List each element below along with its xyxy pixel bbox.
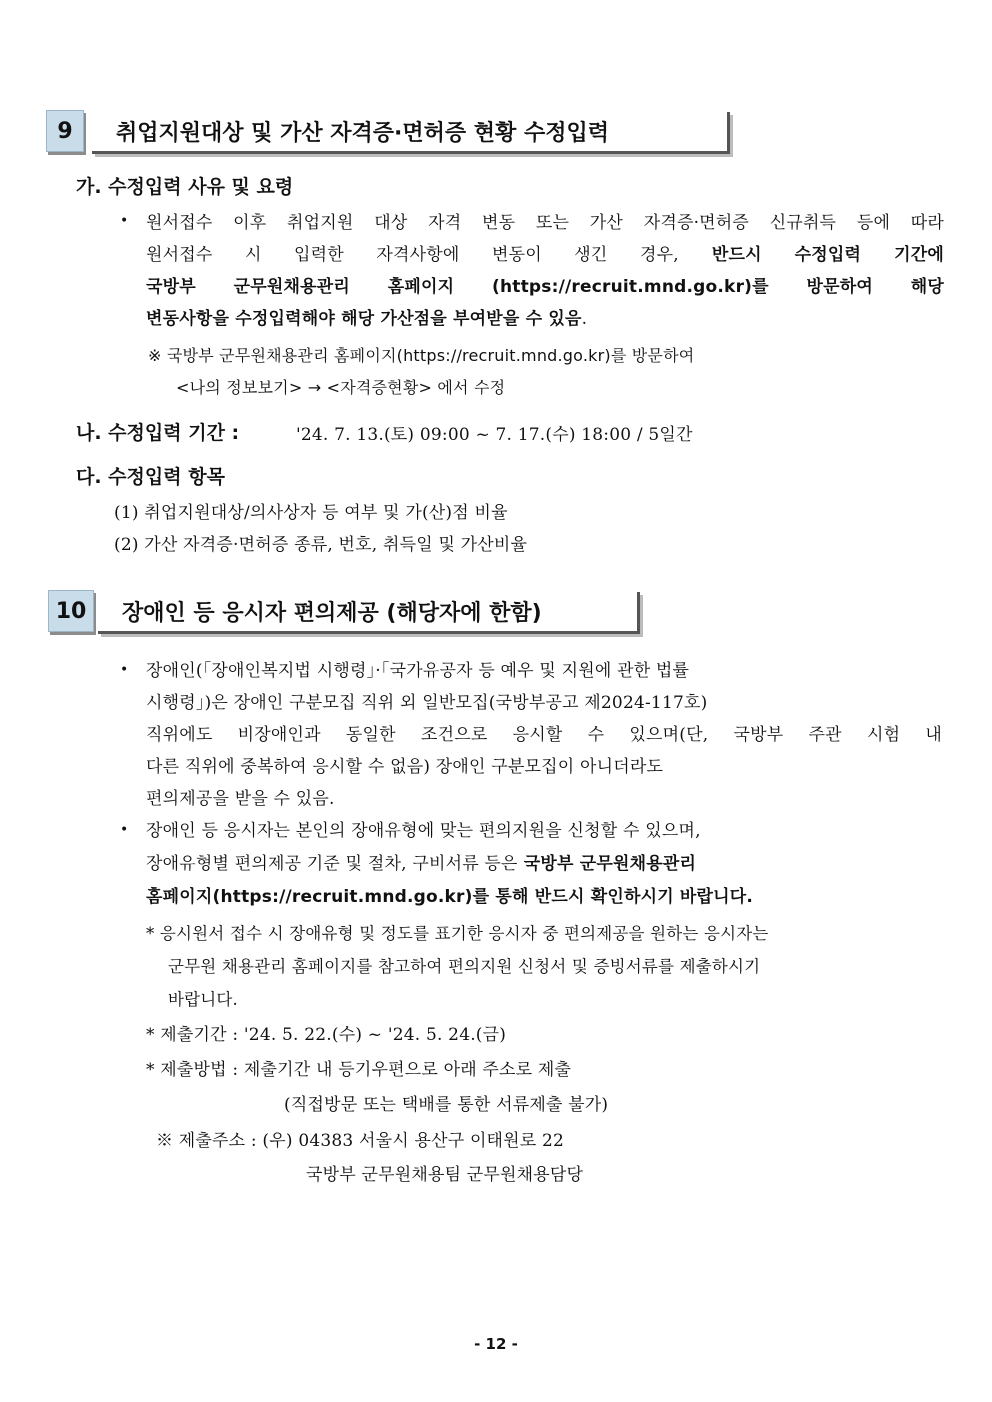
- paragraph-line: 시행령」)은 장애인 구분모집 직위 외 일반모집(국방부공고 제2024-117호): [146, 693, 708, 713]
- paragraph-line: 다른 직위에 중복하여 응시할 수 없음) 장애인 구분모집이 아니더라도: [146, 757, 664, 777]
- section-number-10: 10: [48, 590, 94, 632]
- note-line: 바랍니다.: [168, 990, 239, 1009]
- section-title-10: 장애인 등 응시자 편의제공 (해당자에 한함): [98, 592, 640, 634]
- paragraph-line: 편의제공을 받을 수 있음.: [146, 789, 335, 809]
- submission-address: ※ 제출주소 : (우) 04383 서울시 용산구 이태원로 22: [156, 1131, 565, 1151]
- section-title-9: 취업지원대상 및 가산 자격증·면허증 현황 수정입력: [92, 112, 730, 154]
- note-line: * 응시원서 접수 시 장애유형 및 정도를 표기한 응시자 중 편의제공을 원하는 응시자는: [146, 924, 769, 943]
- subheading-b: 나. 수정입력 기간 :: [76, 422, 240, 444]
- text-span: .: [581, 309, 588, 329]
- bullet: •: [120, 662, 129, 678]
- paragraph-line: 장애인(「장애인복지법 시행령」·「국가유공자 등 예우 및 지원에 관한 법률: [146, 661, 690, 681]
- bullet: •: [120, 213, 129, 229]
- paragraph-line: 장애인 등 응시자는 본인의 장애유형에 맞는 편의지원을 신청할 수 있으며,: [146, 821, 701, 841]
- section-number-9: 9: [46, 110, 84, 152]
- submission-method-note: (직접방문 또는 택배를 통한 서류제출 불가): [284, 1095, 609, 1115]
- paragraph-line-bold: 국방부 군무원채용관리 홈페이지 (https://recruit.mnd.go.kr)를 방문하여 해당: [146, 277, 944, 297]
- subheading-a: 가. 수정입력 사유 및 요령: [76, 176, 294, 198]
- paragraph-line: 직위에도 비장애인과 동일한 조건으로 응시할 수 있으며(단, 국방부 주관 시험 내: [146, 725, 942, 745]
- submission-period: * 제출기간 : '24. 5. 22.(수) ~ '24. 5. 24.(금): [146, 1025, 507, 1045]
- list-item: (2) 가산 자격증·면허증 종류, 번호, 취득일 및 가산비율: [114, 535, 528, 555]
- paragraph-line: [146, 849, 696, 874]
- period-value: '24. 7. 13.(토) 09:00 ~ 7. 17.(수) 18:00 / 5일간: [296, 425, 693, 445]
- submission-method: * 제출방법 : 제출기간 내 등기우편으로 아래 주소로 제출: [146, 1060, 572, 1080]
- subheading-c: 다. 수정입력 항목: [76, 466, 225, 488]
- bullet: •: [120, 822, 129, 838]
- list-item: (1) 취업지원대상/의사상자 등 여부 및 가(산)점 비율: [114, 503, 508, 523]
- paragraph-line: 원서접수 이후 취업지원 대상 자격 변동 또는 가산 자격증·면허증 신규취득 등에 따라: [146, 213, 944, 233]
- bold-text: 변동사항을 수정입력해야 해당 가산점을 부여받을 수 있음: [146, 309, 582, 329]
- paragraph-line-bold: 홈페이지(https://recruit.mnd.go.kr)를 통해 반드시 확인하시기 바랍니다.: [146, 887, 754, 907]
- note-line: <나의 정보보기> → <자격증현황> 에서 수정: [176, 378, 506, 397]
- submission-recipient: 국방부 군무원채용팀 군무원채용담당: [306, 1165, 584, 1185]
- text-span: 원서접수 시 입력한 자격사항에 변동이 생긴 경우,: [146, 245, 679, 265]
- text-span: 장애유형별 편의제공 기준 및 절차, 구비서류 등은: [146, 854, 518, 874]
- note-line: 군무원 채용관리 홈페이지를 참고하여 편의지원 신청서 및 증빙서류를 제출하시기: [168, 957, 761, 976]
- paragraph-line: [146, 304, 944, 329]
- paragraph-line: [146, 240, 944, 265]
- bold-text: 국방부 군무원채용관리: [517, 854, 697, 874]
- page-number: - 12 -: [474, 1335, 518, 1353]
- bold-text: 반드시 수정입력 기간에: [678, 245, 945, 265]
- note-line: ※ 국방부 군무원채용관리 홈페이지(https://recruit.mnd.go.kr)를 방문하여: [148, 346, 695, 365]
